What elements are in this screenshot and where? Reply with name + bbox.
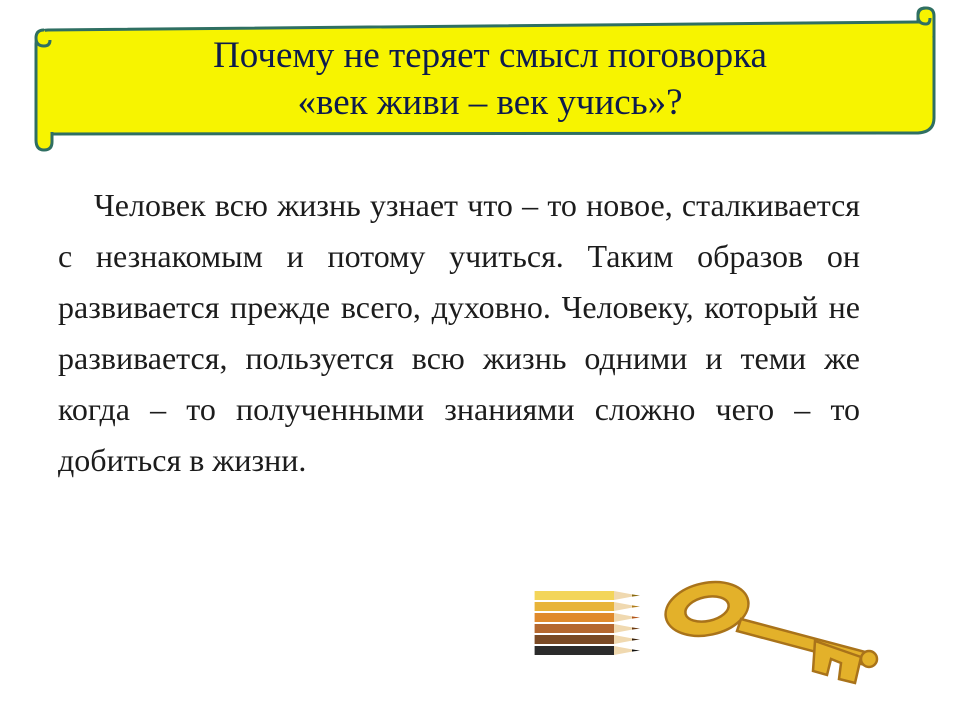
golden-key-icon — [655, 575, 915, 690]
title-banner — [0, 0, 960, 170]
colored-pencils-icon — [528, 585, 653, 665]
body-paragraph: Человек всю жизнь узнает что – то новое, сталкивается с незнакомым и потому учиться. Таким образов он развивается прежде всего, духовно. Человеку, который не развивается, пользуется всю жизнь одними и теми же когда – то полученными знаниями сложно чего – то добиться в жизни. — [58, 187, 860, 478]
banner-title-line-2: «век живи – век учись»? — [297, 82, 683, 123]
banner-title-line-1: Почему не теряет смысл поговорка — [213, 35, 767, 76]
banner-title — [60, 32, 920, 126]
